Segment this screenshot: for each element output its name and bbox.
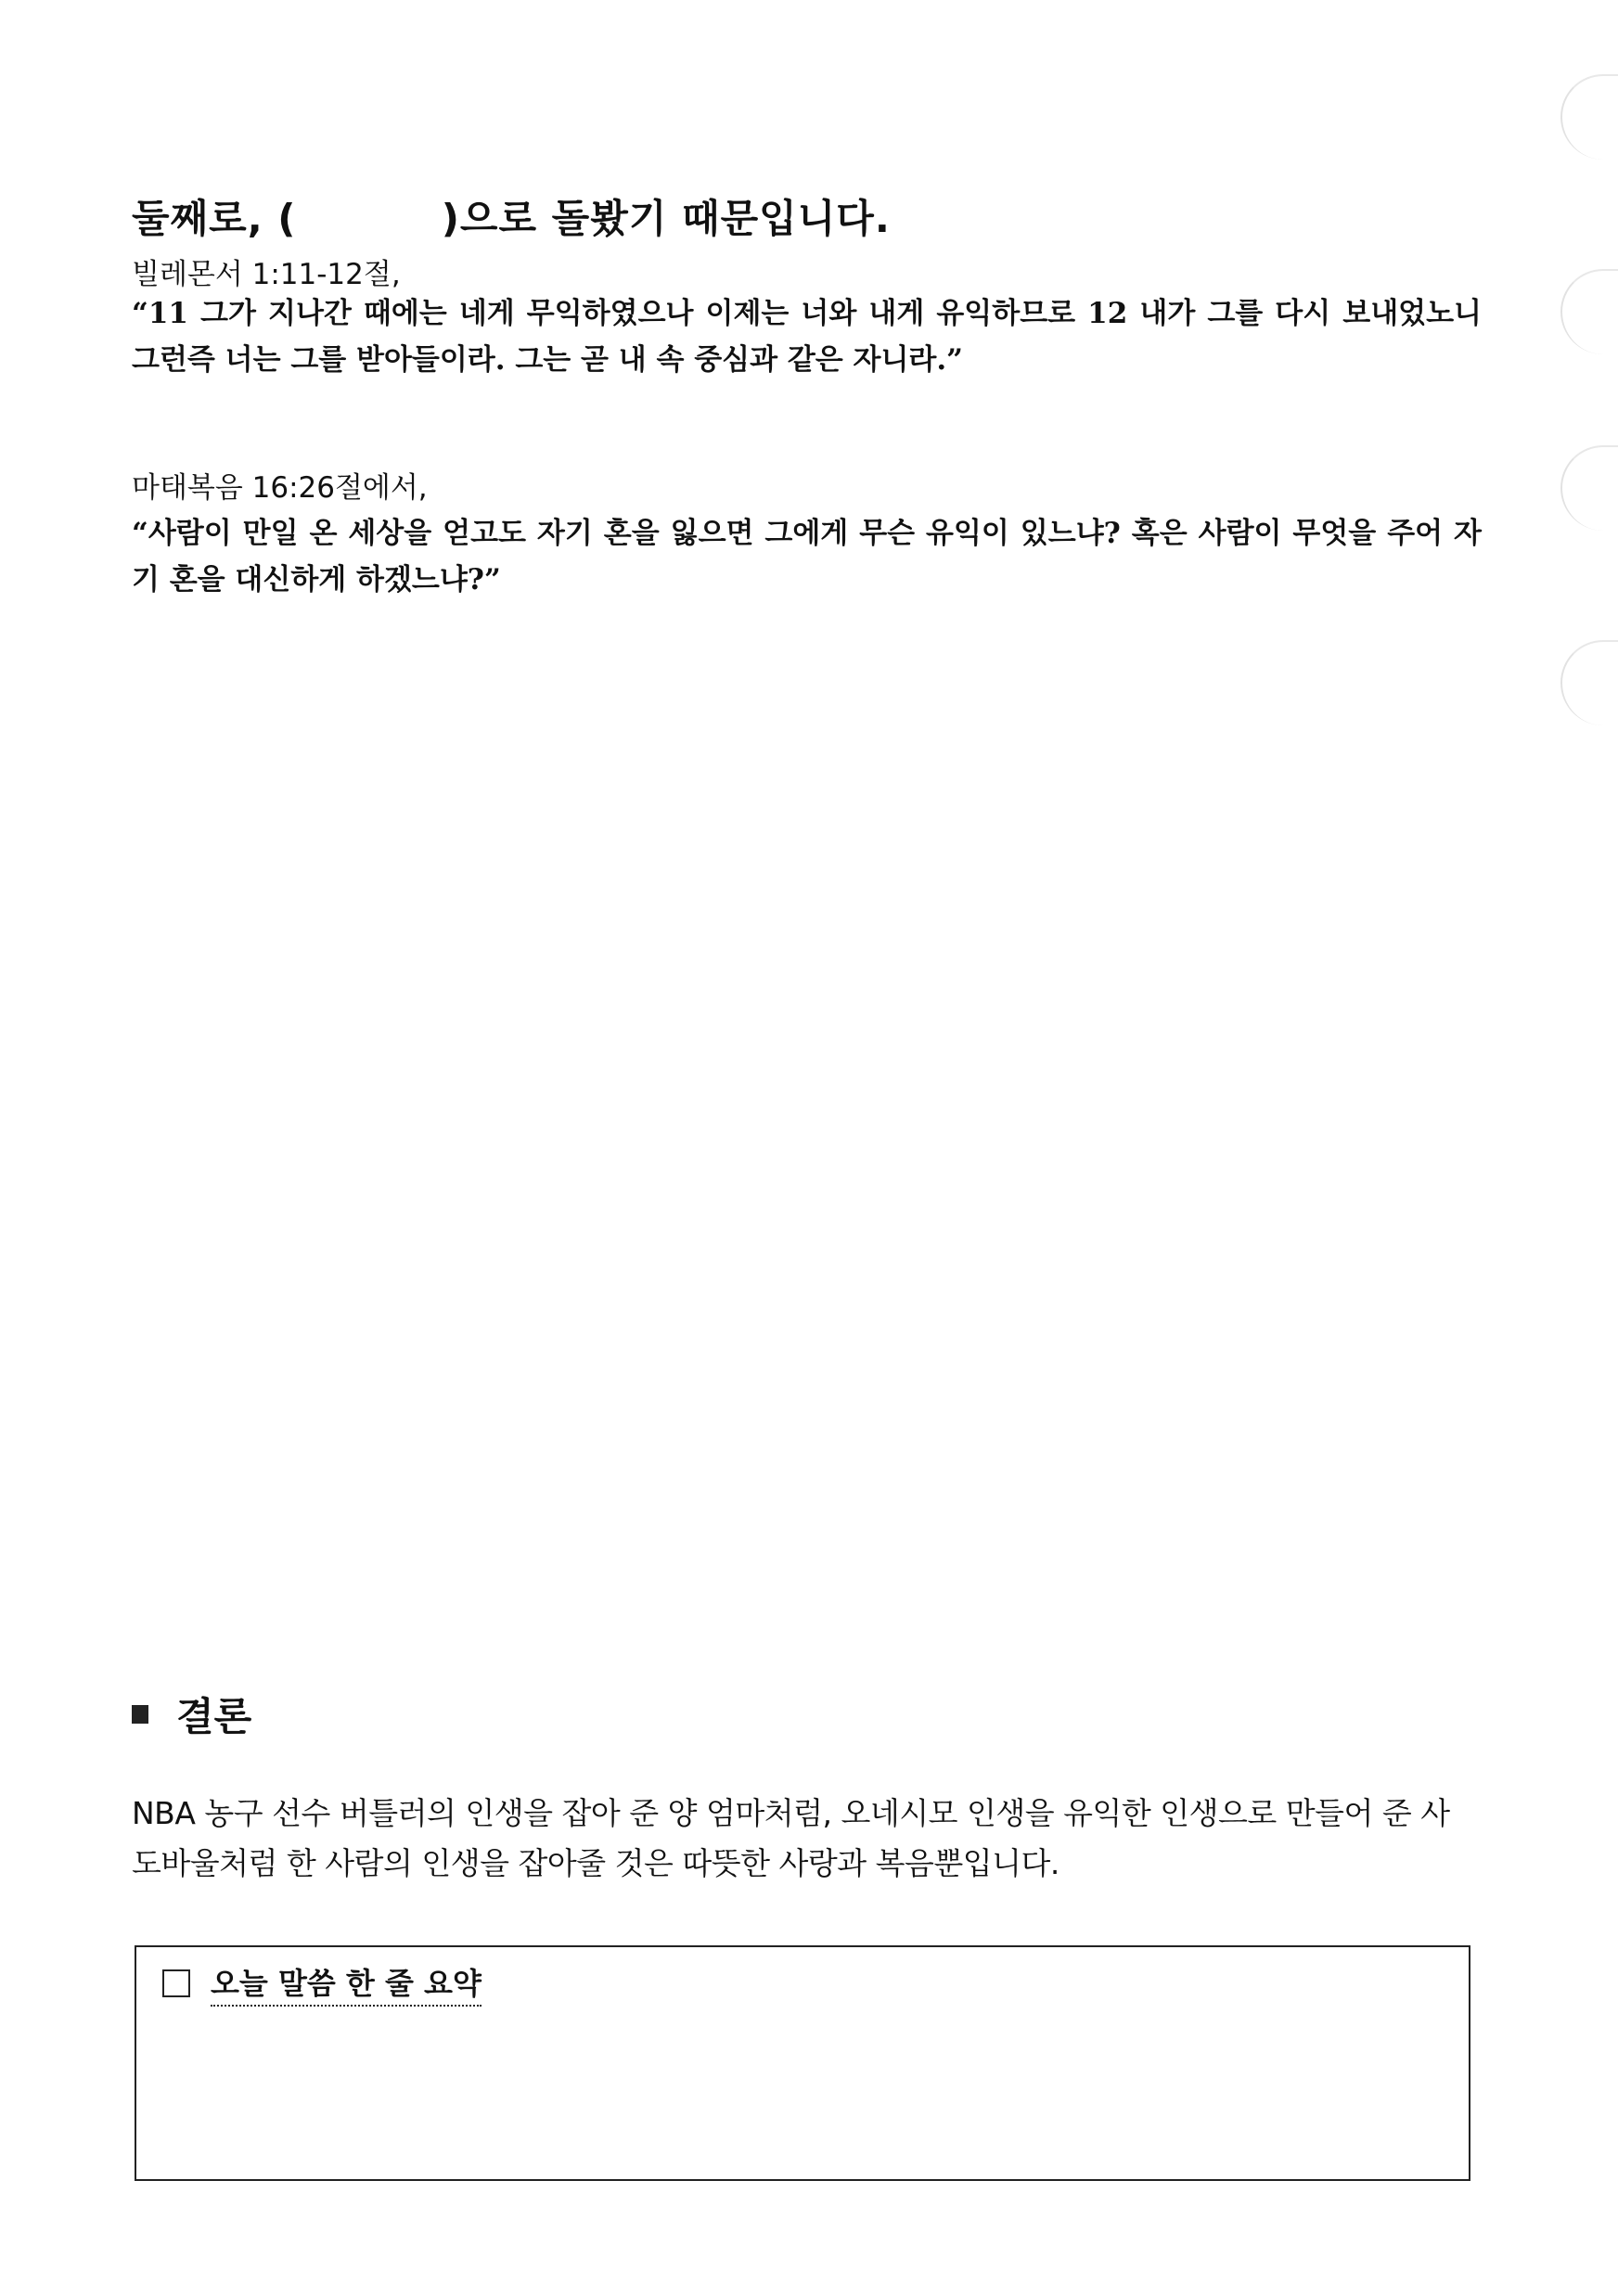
conclusion-body: NBA 농구 선수 버틀러의 인생을 잡아 준 양 엄마처럼, 오네시모 인생을 유익한 인생으로 만들어 준 사도바울처럼 한 사람의 인생을 잡아줄 것은 따뜻한 사랑과 복음뿐입니다. (132, 1795, 1450, 1881)
summary-label (162, 1960, 482, 2007)
scripture-reference: 마태복음 16:26절에서, (132, 471, 428, 505)
checkbox-icon[interactable] (162, 1969, 190, 1997)
conclusion-title (132, 1687, 251, 1742)
scripture-quote: “사람이 만일 온 세상을 얻고도 자기 혼을 잃으면 그에게 무슨 유익이 있느냐? 혹은 사람이 무엇을 주어 자기 혼을 대신하게 하겠느냐?” (132, 517, 1482, 596)
hole-punch-mark (1560, 445, 1618, 531)
hole-punch-mark (1560, 269, 1618, 354)
scripture-reference: 빌레몬서 1:11-12절, (132, 258, 401, 291)
hole-punch-mark (1560, 74, 1618, 160)
square-bullet-icon (132, 1705, 148, 1724)
hole-punch-mark (1560, 640, 1618, 725)
scripture-quote: “11 그가 지나간 때에는 네게 무익하였으나 이제는 너와 내게 유익하므로 12 내가 그를 다시 보내었노니 그런즉 너는 그를 받아들이라. 그는 곧 내 속 중심과 같은 자니라.” (132, 297, 1482, 377)
conclusion-title-text: 결론 (176, 1694, 252, 1739)
section-heading: 둘째로, ( )으로 돌봤기 때문입니다. (132, 196, 891, 241)
summary-content[interactable] (162, 2021, 1443, 2161)
summary-box (135, 1945, 1470, 2181)
summary-label-text: 오늘 말씀 한 줄 요약 (211, 1960, 482, 2007)
